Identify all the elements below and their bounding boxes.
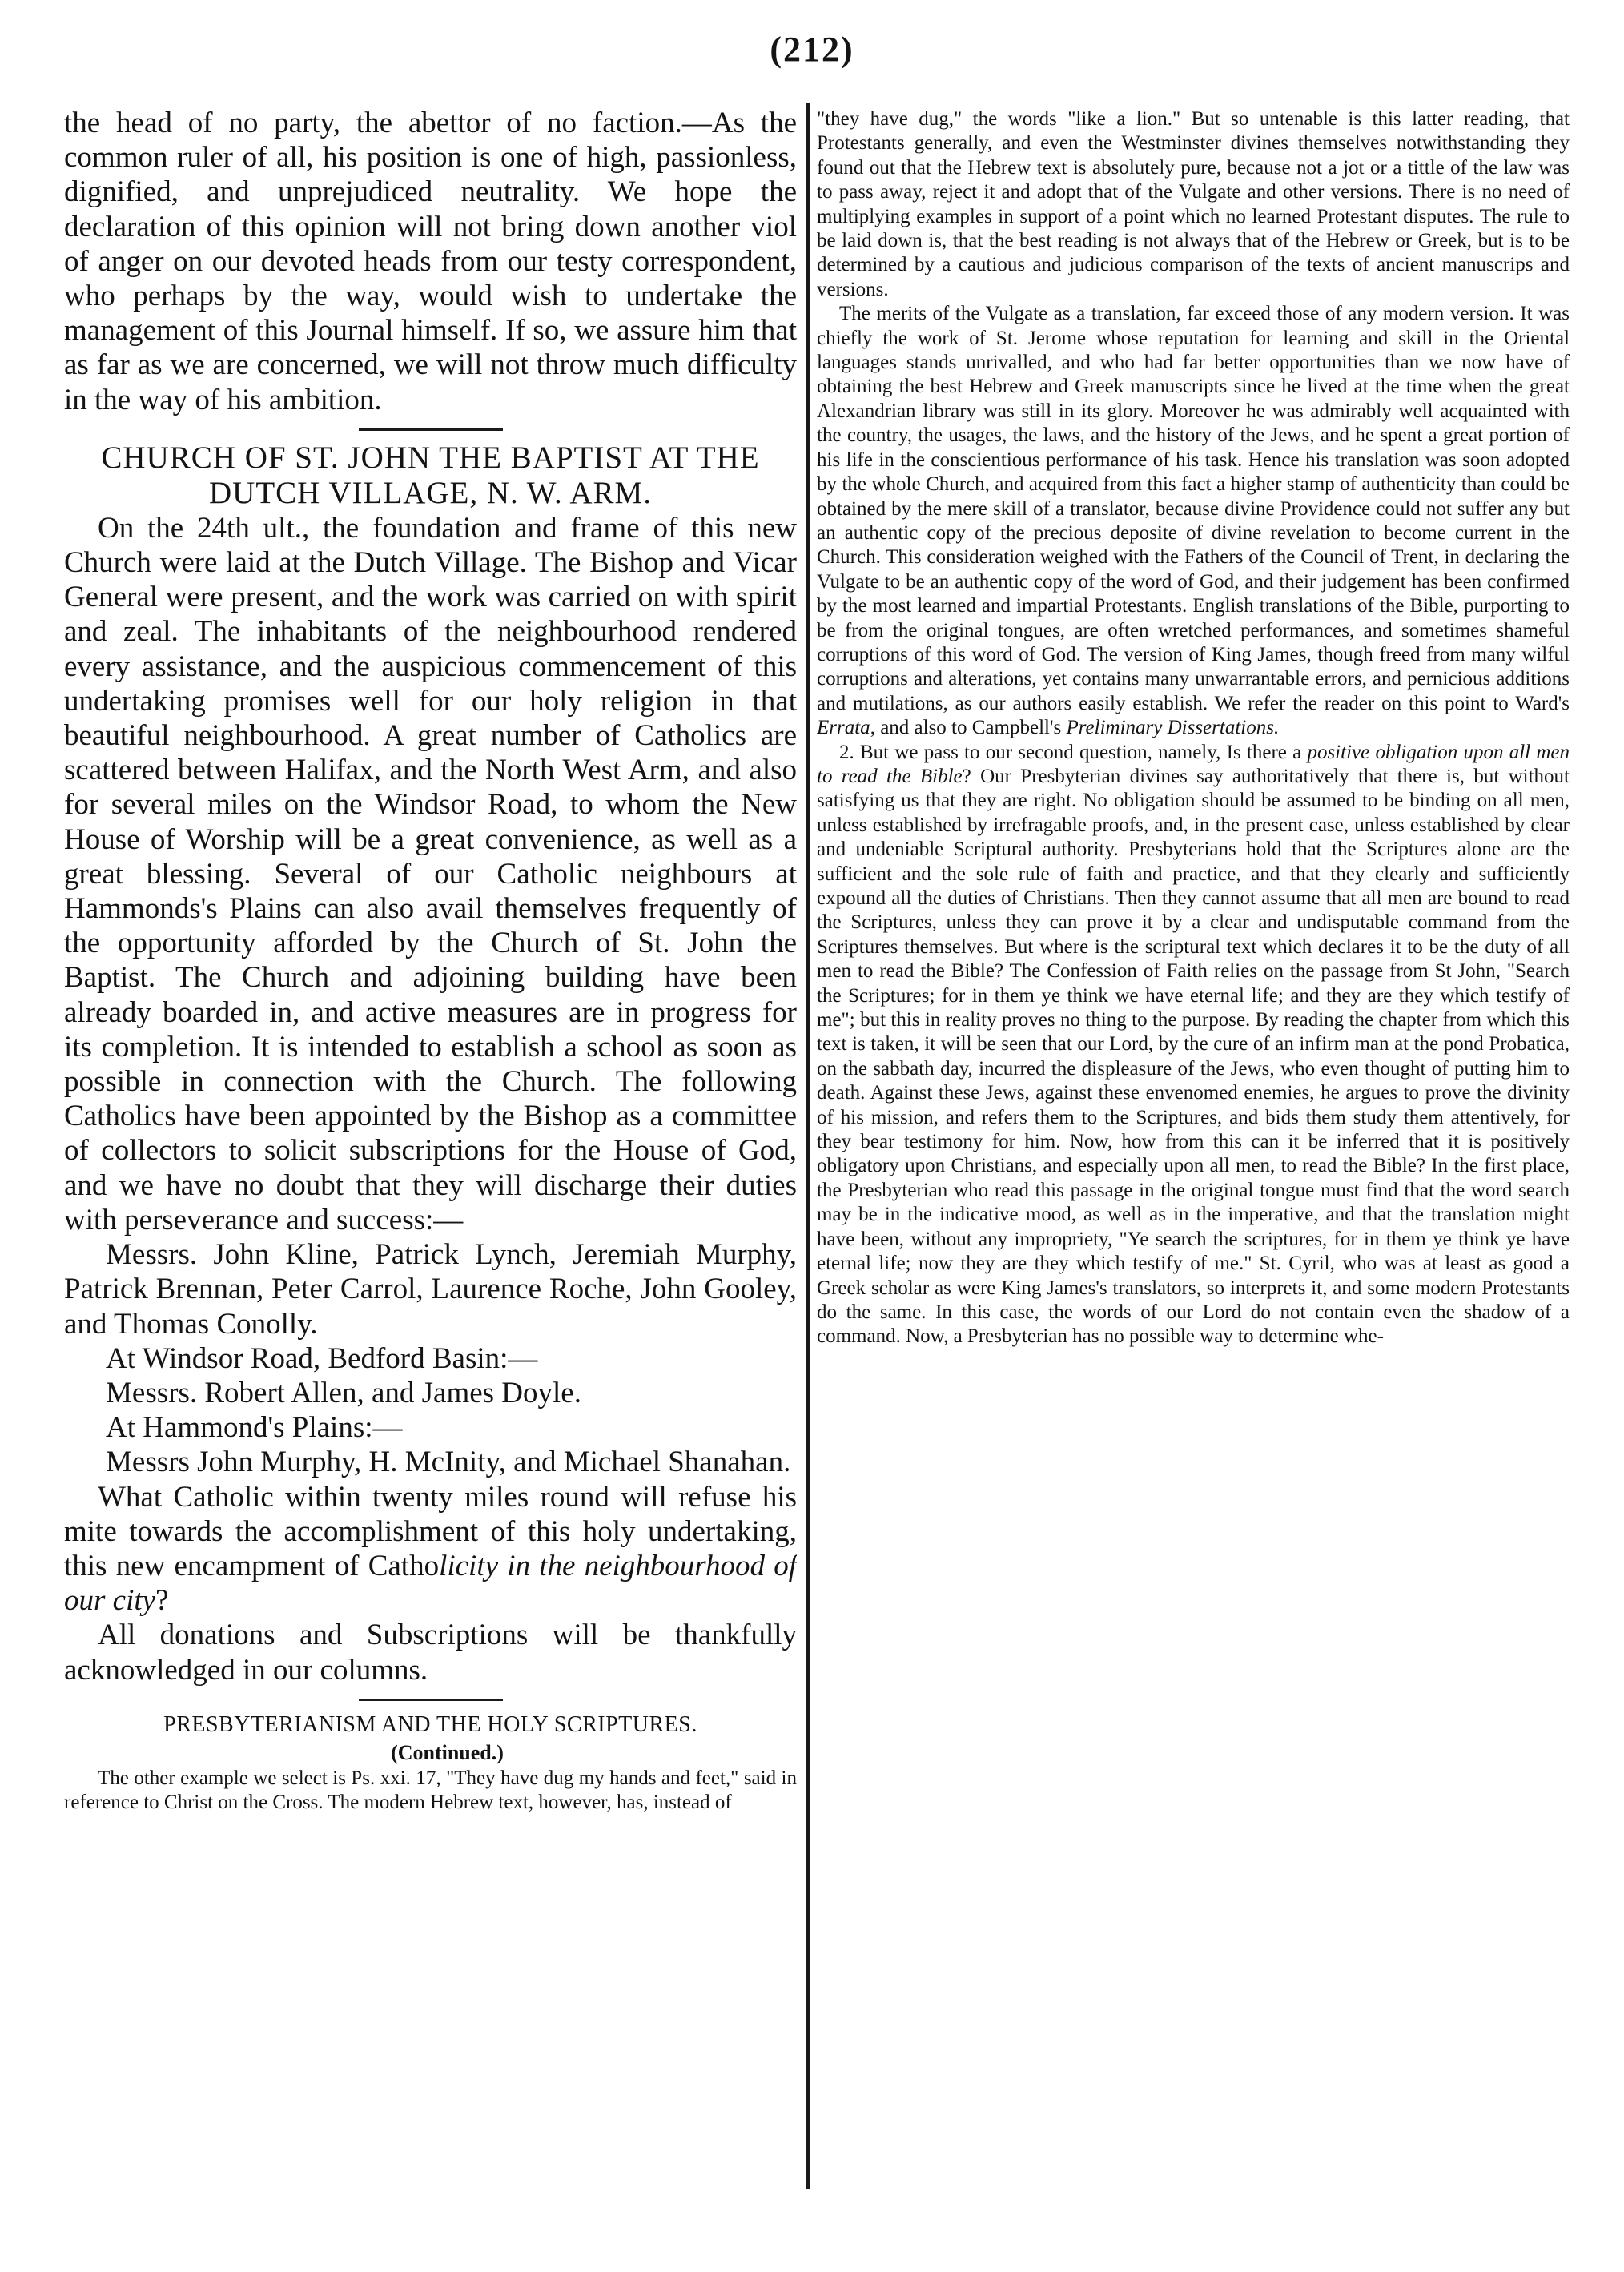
church-article-heading: CHURCH OF ST. JOHN THE BAPTIST AT THE DUTCH VILLAGE, N. W. ARM. <box>101 440 760 510</box>
section-divider <box>359 428 503 431</box>
right-paragraph-3 <box>817 741 1570 1349</box>
question-rest: ? Our Presbyterian divines say authoritatively that there is, but without satisfying us that they are right. No obligation should be assumed to be binding on all men, unless established by irrefragable proofs, and, in the present case, unless established by clear and undeniable Scriptural authority. Presbyterians hold that the Scriptures alone are the sufficient and the sole rule of faith and practice, and that they clearly and sufficiently expound all the duties of Christians. Then they cannot assume that all men are bound to read the Scriptures, unless they can prove it by a clear and undisputable command from the Scriptures themselves. But where is the scriptural text which declares it to be the duty of all men to read the Bible? The Confession of Faith relies on the passage from St John, "Search the Scriptures; for in them ye think we have eternal life; and they are they which testify of me"; but this in reality proves no thing to the purpose. By reading the chapter from which this text is taken, it will be seen that our Lord, by the cure of an infirm man at the pond Probatica, on the sabbath day, incurred the displeasure of the Jews, who even thought of putting him to death. Against these Jews, against these envenomed enemies, he argues to prove the divinity of his mission, and refers them to the Scriptures, and bids them study them attentively, for they bear testimony for him. Now, how from this can it be inferred that it is positively obligatory upon Christians, and especially upon all men, to read the Bible? In the first place, the Presbyterian who read this passage in the original tongue must find that the word search may be in the indicative mood, as well as in the imperative, and that the translation might have been, without any impropriety, "Ye search the scriptures, for in them ye think ye have eternal life; now they are they which testify of me." St. Cyril, who was at least as good a Greek scholar as were King James's translators, so interprets it, and some modern Protestants do the same. In this case, the words of our Lord do not contain even the shadow of a command. Now, a Presbyterian has no possible way to determine whe- <box>817 765 1570 1348</box>
left-column <box>64 106 797 2188</box>
continued-label: (Continued.) <box>391 1740 504 1764</box>
right-paragraph-2 <box>817 302 1570 740</box>
section-divider-2 <box>359 1699 503 1701</box>
church-appeal-italic: licity in the neighbourhood of our city <box>64 1549 797 1618</box>
collectors-dutch-village: Messrs. John Kline, Patrick Lynch, Jeremiah Murphy, Patrick Brennan, Peter Carrol, Laurence Roche, John Gooley, and Thomas Conolly. <box>64 1238 797 1341</box>
presbyterianism-paragraph-1: The other example we select is Ps. xxi. 17, "They have dug my hands and feet," said in reference to Christ on the Cross. The modern Hebrew text, however, has, instead of <box>64 1767 797 1813</box>
preliminary-title: Preliminary Dissertations. <box>1066 717 1280 739</box>
collectors-windsor-road: Messrs. Robert Allen, and James Doyle. <box>106 1376 581 1409</box>
right-paragraph-1: "they have dug," the words "like a lion." But so untenable is this latter reading, that Protestants generally, and even the Westminster divines themselves notwithstanding they found out that the Hebrew text is absolutely pure, because not a jot or a tittle of the law was to pass away, reject it and adopt that of the Vulgate and other versions. There is no need of multiplying examples in support of a point which no learned Protestant disputes. The rule to be laid down is, that the best reading is not always that of the Hebrew or Greek, but is to be determined by a cautious and judicious comparison of the texts of ancient manuscrips and versions. <box>817 108 1570 300</box>
intro-paragraph: the head of no party, the abettor of no faction.—As the common ruler of all, his position is one of high, passionless, dignified, and unprejudiced neutrality. We hope the declaration of this opinion will not bring down another viol of anger on our devoted heads from our testy correspondent, who perhaps by the way, would wish to undertake the management of this Journal himself. If so, we assure him that as far as we are concerned, we will not throw much difficulty in the way of his ambition. <box>64 107 797 416</box>
church-article-paragraph-2 <box>64 1480 797 1619</box>
column-rule <box>806 103 810 2189</box>
church-article-paragraph-3: All donations and Subscriptions will be thankfully acknowledged in our columns. <box>64 1619 797 1687</box>
errata-title: Errata <box>817 717 870 739</box>
vulgate-text: The merits of the Vulgate as a translation, far exceed those of any modern version. It was chiefly the work of St. Jerome whose reputation for learning and skill in the Oriental languages stands unrivalled, and who had far better opportunities than we now have of obtaining the best Hebrew and Greek manuscripts since he lived at the time when the great Alexandrian library was still in its glory. Moreover he was admirably well acquainted with the country, the usages, the laws, and the history of the Jews, and he spent a great portion of his life in the conscientious performance of his task. Hence his translation was soon adopted by the whole Church, and acquired from this fact a higher stamp of authenticity than could be obtained by the mere skill of a translator, because divine Providence could not suffer any but an authentic copy of the precious deposite of divine revelation to become current in the Church. This consideration weighed with the Fathers of the Council of Trent, in declaring the Vulgate to be an authentic copy of the word of God, and their judgement has been confirmed by the most learned and impartial Protestants. English translations of the Bible, purporting to be from the original tongues, are often wretched performances, and sometimes shameful corruptions of this word of God. The version of King James, though freed from many wilful corruptions and alterations, yet contains many unwarrantable errors, and pernicious additions and mutilations, as our authors easily establish. We refer the reader on this point to Ward's <box>817 303 1570 714</box>
church-appeal-end: ? <box>155 1584 169 1618</box>
church-article-paragraph-1: On the 24th ult., the foundation and frame of this new Church were laid at the Dutch Village. The Bishop and Vicar General were present, and the work was carried on with spirit and zeal. The inhabitants of the neighbourhood rendered every assistance, and the auspicious commencement of this undertaking promises well for our holy religion in that beautiful neighbourhood. A great number of Catholics are scattered between Halifax, and the North West Arm, and also for several miles on the Windsor Road, to whom the New House of Worship will be a great convenience, as well as a great blessing. Several of our Catholic neighbours at Hammonds's Plains can also avail themselves frequently of the opportunity afforded by the Church of St. John the Baptist. The Church and adjoining building have been already boarded in, and active measures are in progress for its completion. It is intended to establish a school as soon as possible in connection with the Church. The following Catholics have been appointed by the Bishop as a committee of collectors to solicit subscriptions for the House of God, and we have no doubt that they will discharge their duties with perseverance and success:— <box>64 511 797 1237</box>
place-windsor-road: At Windsor Road, Bedford Basin:— <box>106 1341 538 1375</box>
right-column <box>817 107 1570 2186</box>
church-appeal-text: What Catholic within twenty miles round will refuse his mite towards the accomplishment of this holy undertaking, this new encampment of Catho <box>64 1480 797 1582</box>
presbyterianism-heading: PRESBYTERIANISM AND THE HOLY SCRIPTURES. <box>163 1711 697 1737</box>
vulgate-text-mid: , and also to Campbell's <box>870 717 1062 739</box>
collectors-hammonds-plains: Messrs John Murphy, H. McInity, and Michael Shanahan. <box>106 1446 791 1479</box>
page-number: (212) <box>770 30 854 69</box>
place-hammonds-plains: At Hammond's Plains:— <box>106 1411 403 1445</box>
question-italic: positive obligation upon all men to read the Bible <box>817 741 1570 787</box>
question-text: 2. But we pass to our second question, namely, Is there a <box>839 741 1302 763</box>
